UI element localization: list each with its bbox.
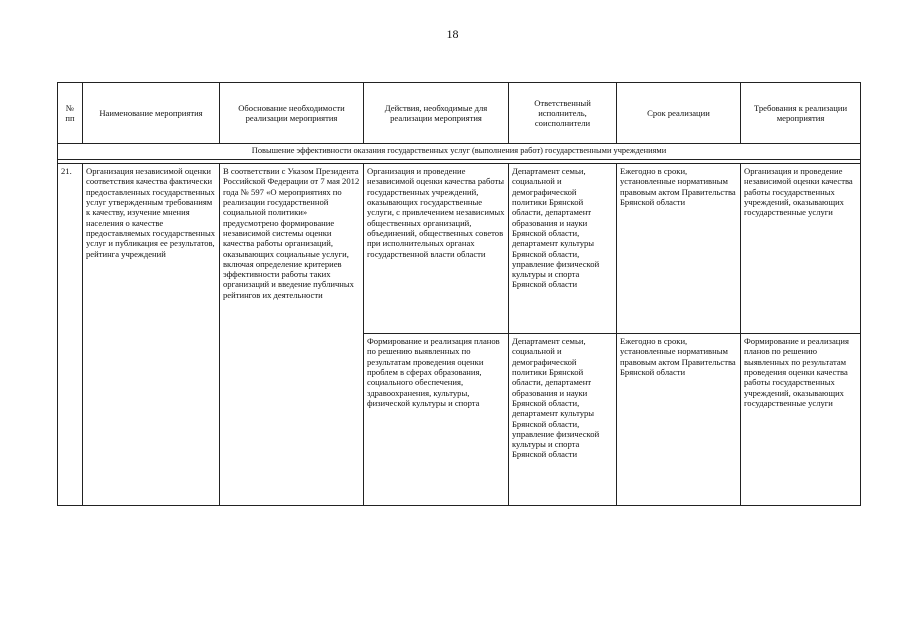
header-name: Наименование мероприятия bbox=[83, 83, 220, 144]
row-term: Ежегодно в сроки, установленные нормативным правовым актом Правительства Брянской области bbox=[617, 334, 741, 506]
header-number: № пп bbox=[58, 83, 83, 144]
row-term: Ежегодно в сроки, установленные нормативным правовым актом Правительства Брянской области bbox=[617, 164, 741, 334]
header-justification: Обоснование необходимости реализации мероприятия bbox=[220, 83, 364, 144]
row-measure-name: Организация независимой оценки соответствия качества фактически предоставленных государственных услуг утвержденным требованиям к качеству, изучение мнения населения о качестве предоставляемых государственных услуг и публикация ее результатов, рейтинга учреждений bbox=[83, 164, 220, 506]
row-executor: Департамент семьи, социальной и демографической политики Брянской области, департамент образования и науки Брянской области, департамент культуры Брянской области, управление физической культуры и спорта Брянской области bbox=[509, 164, 617, 334]
row-actions: Формирование и реализация планов по решению выявленных по результатам проведения оценки проблем в сферах образования, социального обеспечения, здравоохранения, культуры, физической культуры и спорта bbox=[364, 334, 509, 506]
header-term: Срок реализации bbox=[617, 83, 741, 144]
header-actions: Действия, необходимые для реализации мероприятия bbox=[364, 83, 509, 144]
row-actions: Организация и проведение независимой оценки качества работы государственных учреждений, оказывающих государственные услуги, с привлечением независимых общественных организаций, объединений, общественных советов при исполнительных органах государственной власти области bbox=[364, 164, 509, 334]
row-requirements: Организация и проведение независимой оценки качества работы государственных учреждений, оказывающих государственные услуги bbox=[741, 164, 861, 334]
row-number: 21. bbox=[58, 164, 83, 506]
table-row bbox=[58, 164, 861, 334]
page-number: 18 bbox=[446, 27, 459, 41]
section-row bbox=[58, 144, 861, 160]
row-justification: В соответствии с Указом Президента Российской Федерации от 7 мая 2012 года № 597 «О мероприятиях по реализации государственной социальной политики» предусмотрено формирование независимой системы оценки качества работы организаций, оказывающих социальные услуги, включая определение критериев эффективности работы таких организаций и введение публичных рейтингов их деятельности bbox=[220, 164, 364, 506]
section-title: Повышение эффективности оказания государственных услуг (выполнения работ) государственными учреждениями bbox=[58, 144, 861, 160]
row-executor: Департамент семьи, социальной и демографической политики Брянской области, департамент образования и науки Брянской области, департамент культуры Брянской области, управление физической культуры и спорта Брянской области bbox=[509, 334, 617, 506]
header-executor: Ответственный исполнитель, соисполнители bbox=[509, 83, 617, 144]
row-requirements: Формирование и реализация планов по решению выявленных по результатам проведения оценки качества работы государственных учреждений, оказывающих государственные услуги bbox=[741, 334, 861, 506]
measures-table bbox=[57, 82, 861, 506]
header-row bbox=[58, 83, 861, 144]
header-requirements: Требования к реализации мероприятия bbox=[741, 83, 861, 144]
